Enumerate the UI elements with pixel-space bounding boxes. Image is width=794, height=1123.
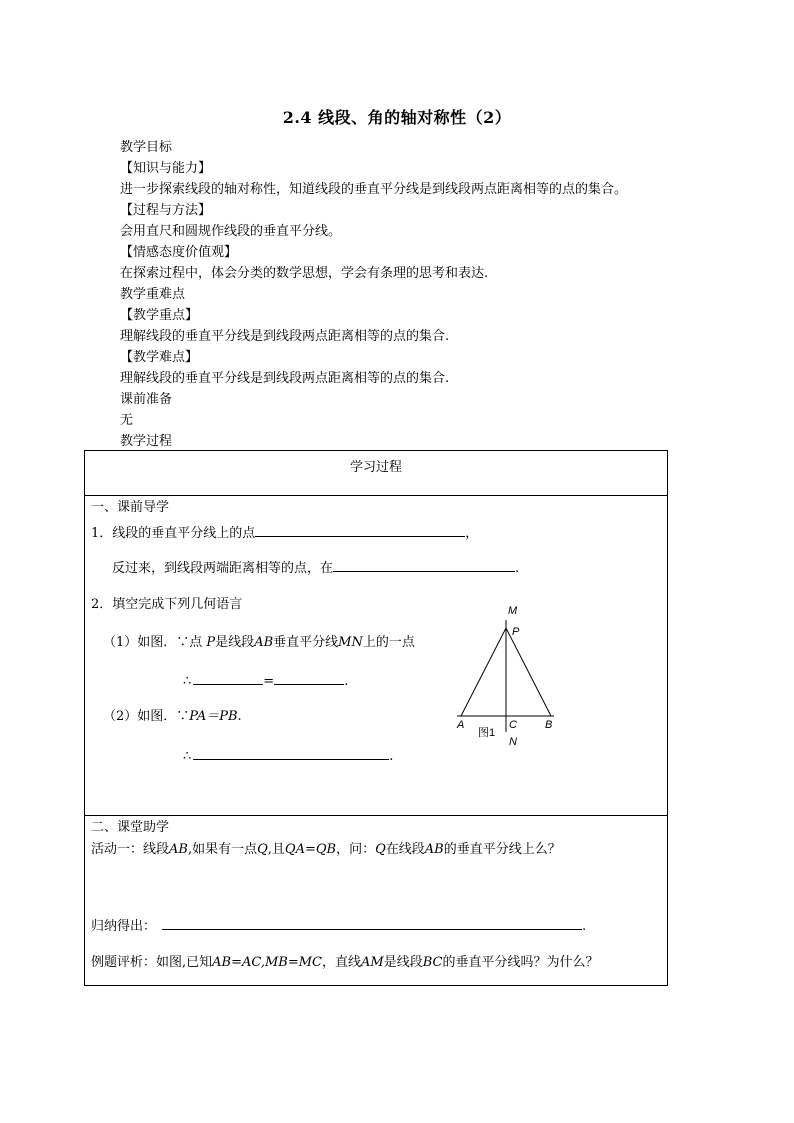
period-1: . xyxy=(344,674,349,689)
answer-blank-4[interactable] xyxy=(274,670,344,685)
activity-segment-ab2: AB xyxy=(424,842,444,857)
section-preparation: 课前准备 xyxy=(120,392,173,407)
conclusion xyxy=(91,915,586,937)
activity-end: 的垂直平分线上么？ xyxy=(443,842,561,857)
question-1b xyxy=(112,557,519,579)
section2-heading: 二、课堂助学 xyxy=(91,820,170,835)
process-text: 会用直尺和圆规作线段的垂直平分线。 xyxy=(120,224,342,239)
activity-mid: ,如果有一点 xyxy=(187,842,258,857)
activity-prefix: 活动一：线段 xyxy=(91,842,170,857)
label-p: P xyxy=(512,626,520,638)
question-1b-text: 反过来，到线段两端距离相等的点，在 xyxy=(112,561,334,576)
attitude-text: 在探索过程中，体会分类的数学思想，学会有条理的思考和表达. xyxy=(120,266,489,281)
focus-text: 理解线段的垂直平分线是到线段两点距离相等的点的集合. xyxy=(120,329,450,344)
q2b-end: . xyxy=(237,709,242,724)
example-prefix: 例题评析：如图,已知 xyxy=(91,955,213,970)
q2a-segment-ab: AB xyxy=(254,635,274,650)
q2b-expression: PA＝PB xyxy=(189,709,238,724)
segment-pb xyxy=(506,628,551,716)
activity-point-q: Q xyxy=(257,842,268,857)
question-1-end: ， xyxy=(465,526,479,541)
question-1 xyxy=(91,522,478,544)
question-2b xyxy=(103,707,242,727)
activity-1 xyxy=(91,840,561,860)
subheading-attitude: 【情感态度价值观】 xyxy=(120,245,238,260)
label-m: M xyxy=(508,605,518,617)
example-expression: AB=AC,MB=MC xyxy=(212,955,322,970)
activity-segment-ab: AB xyxy=(169,842,188,857)
answer-blank-6[interactable] xyxy=(162,915,582,930)
table-divider-1 xyxy=(84,495,668,496)
knowledge-text: 进一步探索线段的轴对称性，知道线段的垂直平分线是到线段两点距离相等的点的集合。 xyxy=(120,182,628,197)
example-analysis xyxy=(91,953,599,973)
label-n: N xyxy=(509,736,517,748)
section-objectives: 教学目标 xyxy=(120,140,173,155)
label-a: A xyxy=(457,719,465,731)
subheading-process: 【过程与方法】 xyxy=(120,203,212,218)
period-2: . xyxy=(389,749,394,764)
question-2b-answer xyxy=(183,745,393,767)
figure-1-diagram xyxy=(450,600,570,750)
example-line-am: AM xyxy=(361,955,384,970)
question-1-text: 1．线段的垂直平分线上的点 xyxy=(91,526,256,541)
conclusion-label: 归纳得出： xyxy=(91,919,157,934)
answer-blank-3[interactable] xyxy=(193,670,263,685)
preparation-text: 无 xyxy=(120,413,134,428)
table-divider-2 xyxy=(84,815,668,816)
q2b-prefix: （2）如图．∵ xyxy=(103,709,190,724)
label-b: B xyxy=(545,719,553,731)
question-2a xyxy=(103,633,415,653)
answer-blank-5[interactable] xyxy=(193,745,389,760)
example-mid: ，直线 xyxy=(322,955,362,970)
conclusion-end: . xyxy=(582,919,587,934)
table-header: 学习过程 xyxy=(349,460,402,475)
example-mid2: 是线段 xyxy=(383,955,423,970)
q2a-point-p: P xyxy=(206,635,216,650)
activity-mid2: ,且 xyxy=(267,842,285,857)
subheading-difficulty: 【教学难点】 xyxy=(120,350,199,365)
activity-expression: QA=QB xyxy=(284,842,337,857)
difficulty-text: 理解线段的垂直平分线是到线段两点距离相等的点的集合. xyxy=(120,371,450,386)
answer-blank-2[interactable] xyxy=(333,557,515,572)
subheading-knowledge: 【知识与能力】 xyxy=(120,161,212,176)
q2a-end: 上的一点 xyxy=(362,635,415,650)
example-segment-bc: BC xyxy=(422,955,443,970)
answer-blank-1[interactable] xyxy=(255,522,465,537)
q2a-mid2: 垂直平分线 xyxy=(273,635,339,650)
label-c: C xyxy=(509,719,517,731)
activity-point-q2: Q xyxy=(375,842,386,857)
figure-caption: 图1 xyxy=(478,727,496,739)
example-end: 的垂直平分线吗？为什么？ xyxy=(442,955,599,970)
therefore-symbol-2: ∴ xyxy=(183,749,192,764)
section1-heading: 一、课前导学 xyxy=(91,500,170,515)
section-key-points: 教学重难点 xyxy=(120,287,186,302)
segment-pa xyxy=(461,628,506,716)
question-2a-answer xyxy=(183,670,348,692)
therefore-symbol-1: ∴ xyxy=(183,674,192,689)
subheading-focus: 【教学重点】 xyxy=(120,308,199,323)
equals-sign: = xyxy=(263,674,275,689)
question-2: 2．填空完成下列几何语言 xyxy=(91,597,243,612)
q2a-line-mn: MN xyxy=(338,635,363,650)
activity-mid3: ，问： xyxy=(336,842,376,857)
q2a-prefix: （1）如图．∵点 xyxy=(103,635,203,650)
page-title: 2.4 线段、角的轴对称性（2） xyxy=(282,108,512,127)
question-1b-end: . xyxy=(515,561,520,576)
activity-mid4: 在线段 xyxy=(385,842,425,857)
section-process: 教学过程 xyxy=(120,434,173,449)
q2a-mid: 是线段 xyxy=(215,635,255,650)
